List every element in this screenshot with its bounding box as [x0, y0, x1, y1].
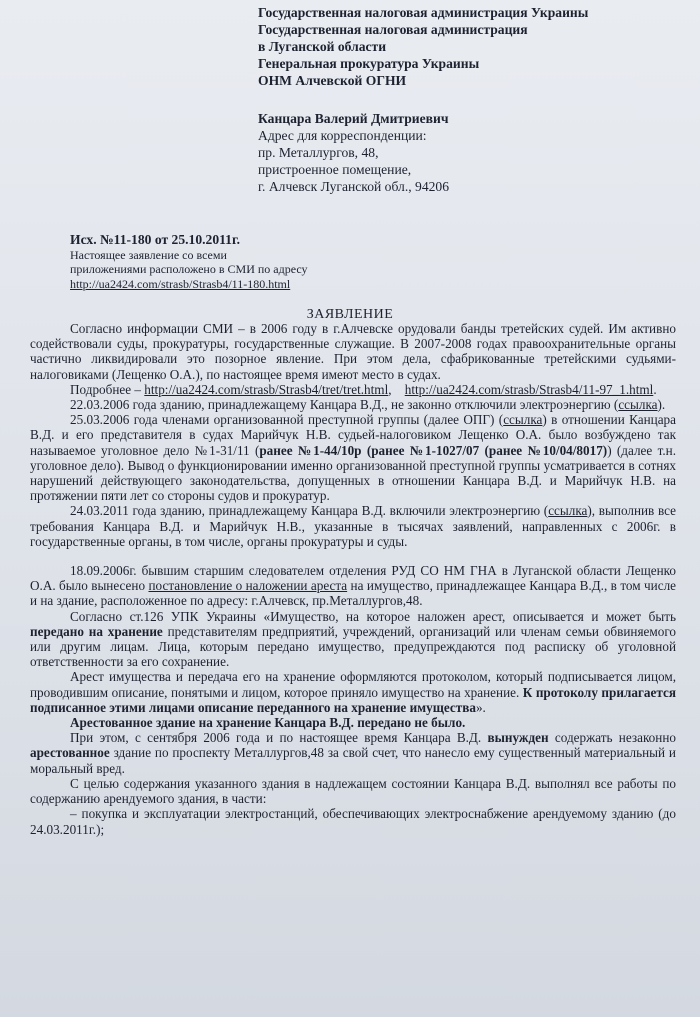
reference-link[interactable]: ссылка — [618, 397, 658, 413]
addressee-line: Государственная налоговая администрация — [258, 22, 528, 37]
paragraph-text: . — [653, 381, 657, 397]
bold-phrase: вынужден — [487, 730, 549, 746]
addressee-line: в Луганской области — [258, 39, 387, 54]
case-numbers: ранее №1-44/10р (ранее №1-1027/07 (ранее №10/04/8017) — [259, 442, 608, 458]
bold-phrase: арестованное — [30, 745, 110, 761]
outgoing-note-line: Настоящее заявление со всеми — [70, 247, 227, 262]
document-body — [30, 321, 676, 837]
paragraph-8 — [30, 669, 676, 715]
paragraph-text: ) (далее т.н. уголовное дело). Вывод о функционировании именно организованной преступной группы усматривается в сотнях нарушений действующего законодательства, допущенных в отношении Канцара В.Д. и Марийчук Н.В. на протяжении пяти лет со стороны судов и прокуратур. — [30, 442, 676, 504]
paragraph-9: Арестованное здание на хранение Канцара В.Д. передано не было. — [70, 715, 466, 731]
tret-link[interactable]: http://ua2424.com/strasb/Strasb4/tret/tret.html — [144, 381, 389, 397]
arrest-resolution-link[interactable]: постановление о наложении ареста — [148, 578, 348, 594]
paragraph-text: представителям предприятий, учреждений, организаций или членам семьи обвиняемого или другим лицам. Лица, которым передано имущество, предупреждаются под расписку об уголовной ответственности за его сохранение. — [30, 623, 676, 670]
sender-address-line: г. Алчевск Луганской обл., 94206 — [258, 179, 450, 194]
bold-phrase: передано на хранение — [30, 623, 163, 639]
outgoing-number-block — [70, 233, 400, 291]
paragraph-text: ). — [657, 397, 666, 413]
addressee-block — [258, 4, 688, 89]
paragraph-1: Согласно информации СМИ – в 2006 году в г.Алчевске орудовали банды третейских судей. Им активно содействовали суды, прокуратуры, государственные служащие. В 2007-2008 годах правоохранительные органы частично ликвидировали это позорное явление. При этом дела, сфабрикованные третейскими судьями-налоговиками (Лещенко О.А.), по настоящее время имеют место в судах. — [30, 321, 676, 382]
paragraph-4 — [30, 412, 676, 503]
strasb-11-97-link[interactable]: http://ua2424.com/strasb/Strasb4/11-97_1.html — [404, 381, 654, 397]
outgoing-number: Исх. №11-180 от 25.10.2011г. — [70, 232, 240, 247]
addressee-line: Генеральная прокуратура Украины — [258, 56, 480, 71]
addressee-line: ОНМ Алчевской ОГНИ — [258, 73, 407, 88]
reference-link[interactable]: ссылка — [503, 412, 543, 428]
sender-name: Канцара Валерий Дмитриевич — [258, 111, 449, 126]
paragraph-text: , — [388, 381, 405, 397]
addressee-line: Государственная налоговая администрация Украины — [258, 5, 589, 20]
paragraph-3 — [30, 397, 676, 412]
sender-block — [258, 110, 688, 195]
paragraph-6 — [30, 563, 676, 609]
paragraph-7 — [30, 609, 676, 670]
paragraph-text: 18.09.2006г. бывшим старшим следователем отделения РУД СО НМ ГНА в Луганской области Лещенко О.А. было вынесено — [30, 563, 676, 594]
paragraph-2 — [30, 382, 676, 397]
paragraph-11: С целью содержания указанного здания в надлежащем состоянии Канцара В.Д. выполнял все работы по содержанию арендуемого здания, в части: — [30, 775, 676, 807]
outgoing-note-line: приложениями расположено в СМИ по адресу — [70, 262, 308, 276]
reference-link[interactable]: ссылка — [548, 503, 588, 519]
paragraph-text: содержать незаконно — [548, 730, 676, 746]
document-title: ЗАЯВЛЕНИЕ — [306, 307, 394, 322]
sender-address-line: Адрес для корреспонденции: — [258, 128, 427, 143]
paragraph-text: Подробнее – — [70, 381, 145, 397]
paragraph-text: Согласно ст.126 УПК Украины «Имущество, на которое наложен арест, описывается и может быть — [70, 608, 676, 624]
paragraph-text: Арест имущества и передача его на хранение оформляются протоколом, который подписывается лицом, проводившим описание, понятыми и лицом, которое приняло имущество на хранение. — [30, 669, 676, 700]
paragraph-text: 22.03.2006 года зданию, принадлежащему Канцара В.Д., не законно отключили электроэнергию ( — [70, 397, 619, 413]
paragraph-text: 24.03.2011 года зданию, принадлежащему Канцара В.Д. включили электроэнергию ( — [70, 503, 549, 519]
paragraph-5 — [30, 503, 676, 549]
paragraph-text: 25.03.2006 года членами организованной преступной группы (далее ОПГ) ( — [70, 412, 504, 428]
outgoing-url-link[interactable]: http://ua2424.com/strasb/Strasb4/11-180.html — [70, 276, 291, 291]
sender-address-line: пр. Металлургов, 48, — [258, 145, 379, 160]
paragraph-text: на имущество, принадлежащее Канцара В.Д., в том числе и на здание, расположенное по адресу: г.Алчевск, пр.Металлургов,48. — [30, 578, 676, 609]
paragraph-10 — [30, 730, 676, 776]
paragraph-12: – покупка и эксплуатации электростанций, обеспечивающих электроснабжение арендуемому зданию (до 24.03.2011г.); — [30, 806, 676, 837]
sender-address-line: пристроенное помещение, — [258, 162, 412, 177]
bold-phrase: К протоколу прилагается подписанное этими лицами описание переданного на хранение имущества — [30, 684, 676, 715]
paragraph-text: При этом, с сентября 2006 года и по настоящее время Канцара В.Д. — [70, 730, 488, 746]
paragraph-text: ) в отношении Канцара В.Д. и его представителя в судах Марийчук Н.В. судьей-налоговиком Лещенко О.А. было возбуждено так называемое уголовное дело №1-31/11 ( — [30, 412, 676, 458]
paragraph-text: здание по проспекту Металлургов,48 за свой счет, что нанесло ему существенный материальный и моральный вред. — [30, 745, 676, 776]
paragraph-text: ». — [475, 699, 486, 715]
paragraph-text: ), выполнив все требования Канцара В.Д. и Марийчук Н.В., указанные в тысячах заявлений, направленных с 2006г. в государственные органы, в том числе, органы прокуратуры и суды. — [30, 503, 676, 549]
